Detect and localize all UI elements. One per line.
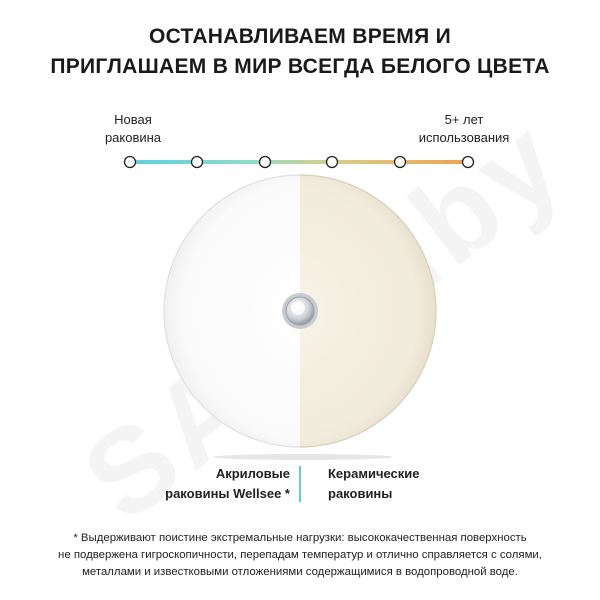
footnote (20, 530, 580, 581)
footnote-line-2: не подвержена гигроскопичности, перепадам температур и отлично справляется с солями, (58, 549, 542, 561)
footnote-line-3: металлами и известковыми отложениями содержащимися в водопроводной воде. (82, 566, 518, 578)
caption-divider (299, 466, 301, 502)
start-label-line-2: раковина (104, 130, 162, 145)
footnote-line-1: * Выдерживают поистине экстремальные нагрузки: высококачественная поверхность (73, 532, 527, 544)
ceramic-caption (328, 464, 468, 504)
acrylic-caption-line-2: раковины Wellsee * (165, 486, 290, 501)
timeline-node (125, 157, 136, 168)
ceramic-caption-line-2: раковины (328, 486, 393, 501)
sink-comparison-image (163, 161, 437, 460)
title-line-2: ПРИГЛАШАЕМ В МИР ВСЕГДА БЕЛОГО ЦВЕТА (50, 55, 550, 78)
ceramic-caption-line-1: Керамические (328, 466, 420, 481)
timeline-node (463, 157, 474, 168)
title-line-1: ОСТАНАВЛИВАЕМ ВРЕМЯ И (148, 25, 452, 48)
drain-cap (291, 301, 305, 315)
end-label-line-1: 5+ лет (444, 112, 484, 127)
acrylic-caption-line-1: Акриловые (215, 466, 290, 481)
acrylic-caption (150, 464, 290, 504)
sink-shadow (213, 454, 393, 460)
start-label-line-1: Новая (114, 112, 152, 127)
end-label-line-2: использования (418, 130, 510, 145)
